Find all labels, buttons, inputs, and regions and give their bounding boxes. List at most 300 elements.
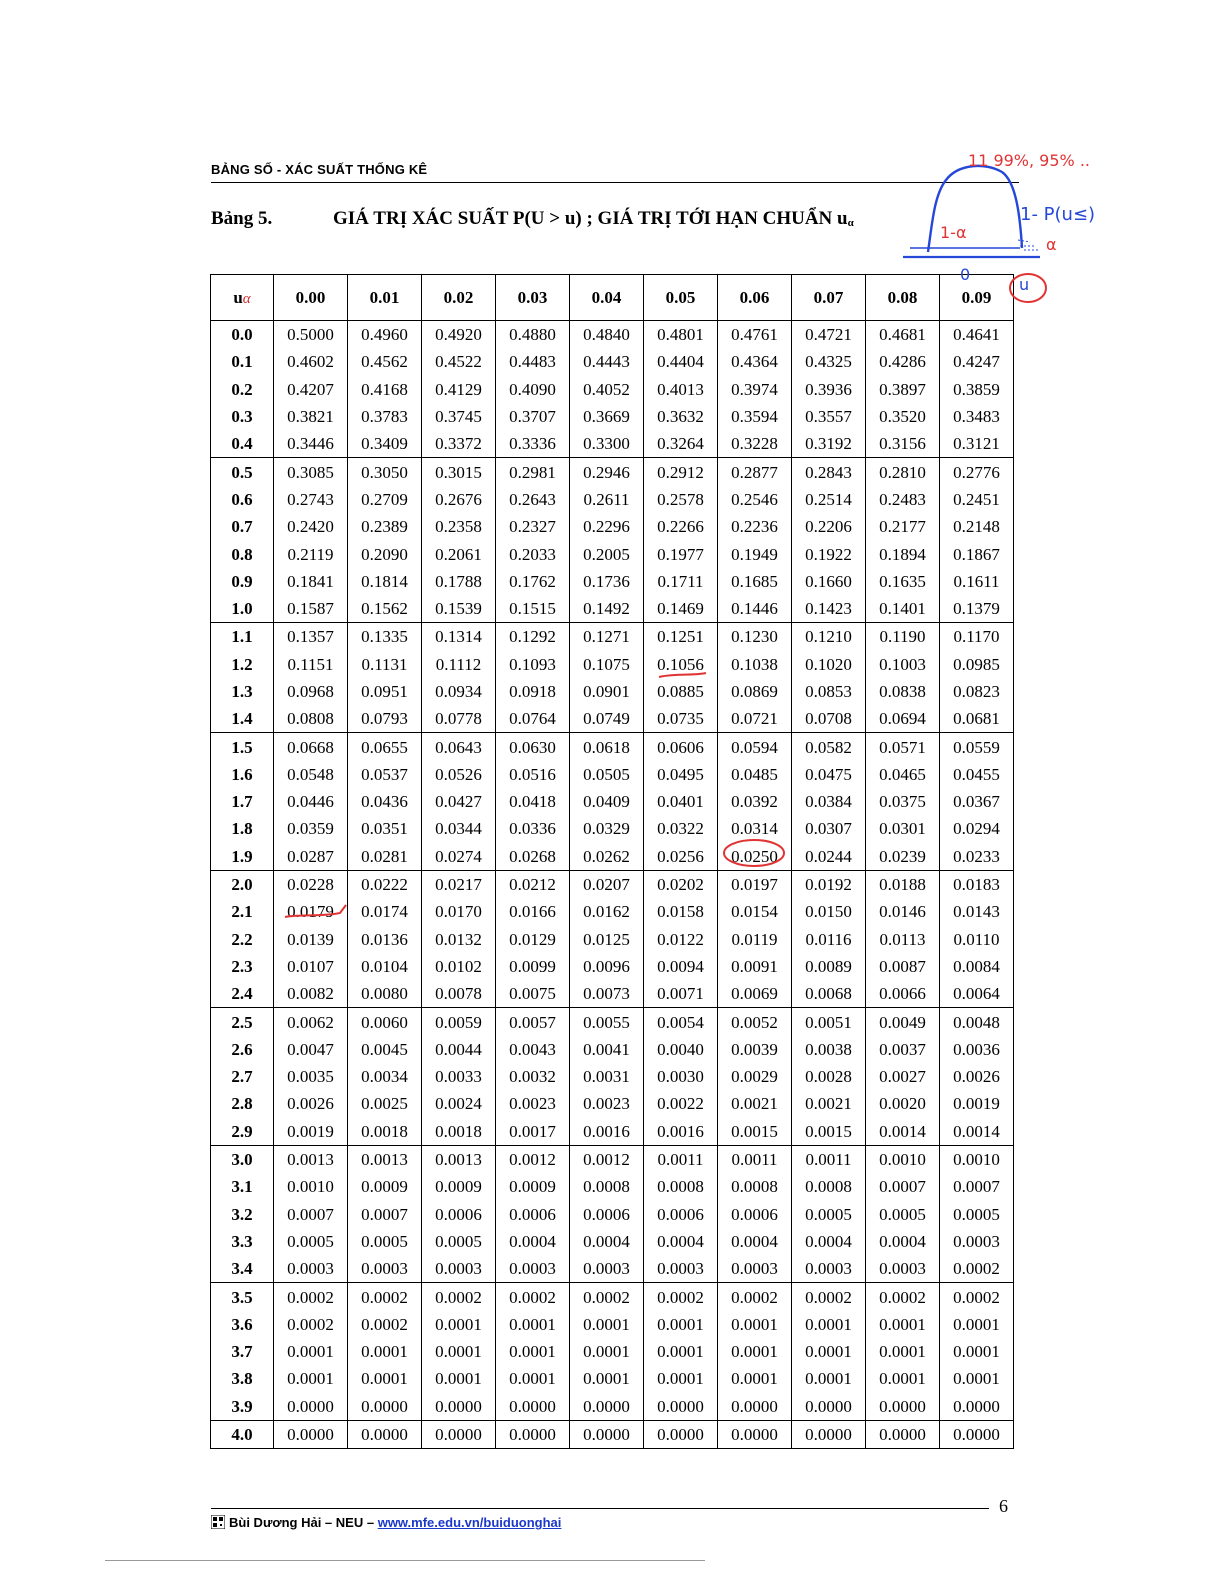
- table-label: Bảng 5.: [211, 208, 273, 229]
- table-cell: 0.0630: [496, 733, 570, 761]
- table-cell: 0.0197: [718, 870, 792, 898]
- table-cell: 0.0000: [422, 1420, 496, 1448]
- table-cell: 0.1230: [718, 623, 792, 651]
- table-cell: 0.1056: [644, 651, 718, 678]
- row-label: 0.8: [211, 540, 274, 567]
- table-cell: 0.0000: [422, 1393, 496, 1421]
- table-cell: 0.1093: [496, 651, 570, 678]
- table-cell: 0.4013: [644, 376, 718, 403]
- table-cell: 0.0001: [792, 1311, 866, 1338]
- table-cell: 0.3483: [940, 403, 1014, 430]
- table-cell: 0.1736: [570, 568, 644, 595]
- table-cell: 0.2266: [644, 513, 718, 540]
- table-cell: 0.0136: [348, 926, 422, 953]
- table-cell: 0.0344: [422, 815, 496, 842]
- table-cell: 0.0001: [792, 1365, 866, 1392]
- table-cell: 0.0011: [718, 1145, 792, 1173]
- table-cell: 0.0002: [422, 1283, 496, 1311]
- row-label: 0.4: [211, 430, 274, 458]
- table-cell: 0.0166: [496, 898, 570, 925]
- table-row: [211, 733, 1014, 761]
- table-cell: 0.0885: [644, 678, 718, 705]
- table-cell: 0.4880: [496, 321, 570, 349]
- table-cell: 0.0202: [644, 870, 718, 898]
- table-cell: 0.0013: [274, 1145, 348, 1173]
- table-cell: 0.0019: [940, 1090, 1014, 1117]
- table-row: [211, 1036, 1014, 1063]
- table-cell: 0.0668: [274, 733, 348, 761]
- table-row: [211, 403, 1014, 430]
- table-cell: 0.0006: [644, 1201, 718, 1228]
- table-row: [211, 430, 1014, 458]
- table-cell: 0.0094: [644, 953, 718, 980]
- table-cell: 0.0057: [496, 1008, 570, 1036]
- table-cell: 0.0000: [940, 1393, 1014, 1421]
- bottom-edge-line: [105, 1560, 705, 1561]
- table-cell: 0.1170: [940, 623, 1014, 651]
- table-cell: 0.0016: [644, 1118, 718, 1146]
- table-cell: 0.1357: [274, 623, 348, 651]
- row-label: 2.8: [211, 1090, 274, 1117]
- table-cell: 0.3156: [866, 430, 940, 458]
- table-cell: 0.0004: [496, 1228, 570, 1255]
- table-cell: 0.1922: [792, 540, 866, 567]
- table-cell: 0.0951: [348, 678, 422, 705]
- table-row: [211, 651, 1014, 678]
- table-cell: 0.0116: [792, 926, 866, 953]
- table-cell: 0.0003: [422, 1255, 496, 1283]
- table-cell: 0.2177: [866, 513, 940, 540]
- table-cell: 0.0004: [792, 1228, 866, 1255]
- table-cell: 0.0025: [348, 1090, 422, 1117]
- table-cell: 0.1251: [644, 623, 718, 651]
- table-cell: 0.0006: [496, 1201, 570, 1228]
- table-cell: 0.3936: [792, 376, 866, 403]
- table-cell: 0.0001: [866, 1311, 940, 1338]
- table-cell: 0.0060: [348, 1008, 422, 1036]
- row-label: 2.1: [211, 898, 274, 925]
- table-cell: 0.0001: [570, 1365, 644, 1392]
- table-header-row: [211, 275, 1014, 321]
- table-cell: 0.0044: [422, 1036, 496, 1063]
- table-cell: 0.0495: [644, 761, 718, 788]
- table-cell: 0.0004: [718, 1228, 792, 1255]
- table-cell: 0.0001: [866, 1338, 940, 1365]
- table-cell: 0.0329: [570, 815, 644, 842]
- table-cell: 0.0681: [940, 705, 1014, 733]
- row-label: 3.6: [211, 1311, 274, 1338]
- table-cell: 0.1292: [496, 623, 570, 651]
- table-cell: 0.0139: [274, 926, 348, 953]
- table-cell: 0.0008: [644, 1173, 718, 1200]
- table-cell: 0.0091: [718, 953, 792, 980]
- table-cell: 0.2119: [274, 540, 348, 567]
- table-cell: 0.0034: [348, 1063, 422, 1090]
- row-label: 1.0: [211, 595, 274, 623]
- table-cell: 0.2546: [718, 486, 792, 513]
- row-label: 0.7: [211, 513, 274, 540]
- table-cell: 0.3085: [274, 458, 348, 486]
- footer-link[interactable]: www.mfe.edu.vn/buiduonghai: [377, 1515, 562, 1530]
- table-cell: 0.3745: [422, 403, 496, 430]
- table-cell: 0.0005: [422, 1228, 496, 1255]
- row-label: 3.4: [211, 1255, 274, 1283]
- table-cell: 0.0005: [348, 1228, 422, 1255]
- row-label: 3.9: [211, 1393, 274, 1421]
- table-cell: 0.2389: [348, 513, 422, 540]
- table-cell: 0.1492: [570, 595, 644, 623]
- table-cell: 0.0018: [422, 1118, 496, 1146]
- table-cell: 0.0708: [792, 705, 866, 733]
- row-label: 3.2: [211, 1201, 274, 1228]
- table-cell: 0.3228: [718, 430, 792, 458]
- table-cell: 0.4641: [940, 321, 1014, 349]
- row-label: 3.7: [211, 1338, 274, 1365]
- table-cell: 0.0392: [718, 788, 792, 815]
- table-cell: 0.0985: [940, 651, 1014, 678]
- table-cell: 0.1469: [644, 595, 718, 623]
- footer: [211, 1515, 561, 1530]
- table-cell: 0.0001: [570, 1311, 644, 1338]
- table-title-subscript: α: [847, 217, 854, 229]
- table-cell: 0.0020: [866, 1090, 940, 1117]
- table-cell: 0.3372: [422, 430, 496, 458]
- table-cell: 0.1635: [866, 568, 940, 595]
- table-cell: 0.0096: [570, 953, 644, 980]
- table-cell: 0.0012: [570, 1145, 644, 1173]
- table-cell: 0.0047: [274, 1036, 348, 1063]
- table-cell: 0.3707: [496, 403, 570, 430]
- table-cell: 0.0274: [422, 843, 496, 871]
- table-cell: 0.4681: [866, 321, 940, 349]
- table-cell: 0.2148: [940, 513, 1014, 540]
- table-cell: 0.0036: [940, 1036, 1014, 1063]
- table-cell: 0.0222: [348, 870, 422, 898]
- column-header: 0.08: [866, 275, 940, 321]
- table-cell: 0.0001: [422, 1311, 496, 1338]
- table-cell: 0.2451: [940, 486, 1014, 513]
- row-label: 2.3: [211, 953, 274, 980]
- table-cell: 0.0000: [496, 1420, 570, 1448]
- table-cell: 0.1131: [348, 651, 422, 678]
- table-cell: 0.4286: [866, 348, 940, 375]
- table-title: [333, 208, 854, 230]
- table-cell: 0.1867: [940, 540, 1014, 567]
- table-cell: 0.0006: [570, 1201, 644, 1228]
- table-row: [211, 788, 1014, 815]
- table-cell: 0.1020: [792, 651, 866, 678]
- table-cell: 0.0516: [496, 761, 570, 788]
- table-cell: 0.0001: [274, 1338, 348, 1365]
- bell-curve-sketch: [928, 166, 1022, 252]
- table-row: [211, 1283, 1014, 1311]
- table-cell: 0.2090: [348, 540, 422, 567]
- table-cell: 0.0022: [644, 1090, 718, 1117]
- table-cell: 0.0023: [496, 1090, 570, 1117]
- table-cell: 0.0000: [570, 1420, 644, 1448]
- table-cell: 0.1711: [644, 568, 718, 595]
- table-cell: 0.0000: [792, 1420, 866, 1448]
- table-cell: 0.0011: [792, 1145, 866, 1173]
- table-cell: 0.0778: [422, 705, 496, 733]
- table-cell: 0.0228: [274, 870, 348, 898]
- table-cell: 0.2643: [496, 486, 570, 513]
- table-cell: 0.3192: [792, 430, 866, 458]
- table-cell: 0.0359: [274, 815, 348, 842]
- table-cell: 0.1685: [718, 568, 792, 595]
- table-cell: 0.2206: [792, 513, 866, 540]
- table-cell: 0.1841: [274, 568, 348, 595]
- table-cell: 0.2877: [718, 458, 792, 486]
- table-cell: 0.0129: [496, 926, 570, 953]
- row-label: 1.4: [211, 705, 274, 733]
- row-label: 0.1: [211, 348, 274, 375]
- table-cell: 0.4840: [570, 321, 644, 349]
- table-cell: 0.0002: [274, 1311, 348, 1338]
- table-cell: 0.0465: [866, 761, 940, 788]
- table-cell: 0.4247: [940, 348, 1014, 375]
- table-cell: 0.0001: [348, 1365, 422, 1392]
- table-row: [211, 843, 1014, 871]
- column-header: 0.06: [718, 275, 792, 321]
- table-cell: 0.1611: [940, 568, 1014, 595]
- table-cell: 0.0012: [496, 1145, 570, 1173]
- row-label: 1.6: [211, 761, 274, 788]
- table-cell: 0.4721: [792, 321, 866, 349]
- table-row: [211, 898, 1014, 925]
- table-cell: 0.0016: [570, 1118, 644, 1146]
- table-cell: 0.0028: [792, 1063, 866, 1090]
- column-header: 0.04: [570, 275, 644, 321]
- table-cell: 0.0029: [718, 1063, 792, 1090]
- table-cell: 0.0026: [940, 1063, 1014, 1090]
- table-cell: 0.4129: [422, 376, 496, 403]
- table-cell: 0.3446: [274, 430, 348, 458]
- table-cell: 0.0014: [866, 1118, 940, 1146]
- table-cell: 0.0089: [792, 953, 866, 980]
- table-cell: 0.1762: [496, 568, 570, 595]
- table-cell: 0.1379: [940, 595, 1014, 623]
- table-row: [211, 926, 1014, 953]
- table-cell: 0.0045: [348, 1036, 422, 1063]
- table-cell: 0.0901: [570, 678, 644, 705]
- table-row: [211, 595, 1014, 623]
- table-row: [211, 678, 1014, 705]
- table-cell: 0.0001: [940, 1338, 1014, 1365]
- table-cell: 0.4207: [274, 376, 348, 403]
- table-cell: 0.0322: [644, 815, 718, 842]
- table-cell: 0.0446: [274, 788, 348, 815]
- table-cell: 0.2327: [496, 513, 570, 540]
- table-cell: 0.0062: [274, 1008, 348, 1036]
- table-row: [211, 376, 1014, 403]
- page-number: 6: [999, 1496, 1008, 1516]
- table-cell: 0.4090: [496, 376, 570, 403]
- table-cell: 0.0078: [422, 980, 496, 1008]
- table-cell: 0.0055: [570, 1008, 644, 1036]
- table-cell: 0.0764: [496, 705, 570, 733]
- table-row: [211, 540, 1014, 567]
- table-cell: 0.3050: [348, 458, 422, 486]
- table-cell: 0.0099: [496, 953, 570, 980]
- table-cell: 0.3897: [866, 376, 940, 403]
- table-cell: 0.2709: [348, 486, 422, 513]
- book-title: BẢNG SỐ - XÁC SUẤT THỐNG KÊ: [211, 162, 428, 177]
- table-cell: 0.0000: [866, 1393, 940, 1421]
- table-cell: 0.0035: [274, 1063, 348, 1090]
- corner-subscript: α: [242, 290, 251, 307]
- zero-mark: 0: [960, 265, 971, 284]
- table-cell: 0.0043: [496, 1036, 570, 1063]
- table-row: [211, 761, 1014, 788]
- column-header: 0.02: [422, 275, 496, 321]
- table-cell: 0.0001: [644, 1365, 718, 1392]
- table-cell: 0.0010: [940, 1145, 1014, 1173]
- table-cell: 0.0132: [422, 926, 496, 953]
- table-cell: 0.0233: [940, 843, 1014, 871]
- table-cell: 0.0001: [348, 1338, 422, 1365]
- table-cell: 0.3974: [718, 376, 792, 403]
- table-cell: 0.0694: [866, 705, 940, 733]
- table-row: [211, 1118, 1014, 1146]
- row-label: 0.0: [211, 321, 274, 349]
- table-cell: 0.1446: [718, 595, 792, 623]
- table-row: [211, 1228, 1014, 1255]
- table-cell: 0.0104: [348, 953, 422, 980]
- table-cell: 0.0968: [274, 678, 348, 705]
- table-cell: 0.0001: [792, 1338, 866, 1365]
- table-cell: 0.0059: [422, 1008, 496, 1036]
- table-cell: 0.4443: [570, 348, 644, 375]
- table-cell: 0.0002: [866, 1283, 940, 1311]
- table-cell: 0.0027: [866, 1063, 940, 1090]
- table-cell: 0.0548: [274, 761, 348, 788]
- table-row: [211, 1311, 1014, 1338]
- table-row: [211, 513, 1014, 540]
- table-cell: 0.2810: [866, 458, 940, 486]
- table-cell: 0.0000: [718, 1393, 792, 1421]
- table-cell: 0.0655: [348, 733, 422, 761]
- table-cell: 0.0000: [274, 1420, 348, 1448]
- table-cell: 0.2676: [422, 486, 496, 513]
- table-cell: 0.0143: [940, 898, 1014, 925]
- table-cell: 0.0212: [496, 870, 570, 898]
- table-row: [211, 486, 1014, 513]
- table-cell: 0.1075: [570, 651, 644, 678]
- table-row: [211, 815, 1014, 842]
- row-label: 2.6: [211, 1036, 274, 1063]
- table-cell: 0.4562: [348, 348, 422, 375]
- row-label: 2.2: [211, 926, 274, 953]
- table-cell: 0.0287: [274, 843, 348, 871]
- table-cell: 0.0008: [718, 1173, 792, 1200]
- table-cell: 0.0075: [496, 980, 570, 1008]
- top-note: 11 99%, 95% ..: [968, 151, 1090, 170]
- table-cell: 0.0021: [718, 1090, 792, 1117]
- table-cell: 0.0010: [866, 1145, 940, 1173]
- table-cell: 0.0001: [718, 1311, 792, 1338]
- table-cell: 0.0154: [718, 898, 792, 925]
- table-cell: 0.0192: [792, 870, 866, 898]
- table-cell: 0.4960: [348, 321, 422, 349]
- table-cell: 0.3859: [940, 376, 1014, 403]
- table-row: [211, 953, 1014, 980]
- table-cell: 0.0002: [940, 1283, 1014, 1311]
- table-cell: 0.3520: [866, 403, 940, 430]
- table-cell: 0.1210: [792, 623, 866, 651]
- table-cell: 0.0002: [644, 1283, 718, 1311]
- table-cell: 0.0002: [496, 1283, 570, 1311]
- table-cell: 0.0000: [348, 1393, 422, 1421]
- table-cell: 0.0485: [718, 761, 792, 788]
- row-label: 0.6: [211, 486, 274, 513]
- table-cell: 0.0001: [644, 1311, 718, 1338]
- table-cell: 0.0162: [570, 898, 644, 925]
- table-cell: 0.0007: [348, 1201, 422, 1228]
- bell-label: 1-α: [940, 223, 967, 242]
- table-row: [211, 1145, 1014, 1173]
- table-cell: 0.3594: [718, 403, 792, 430]
- table-cell: 0.0594: [718, 733, 792, 761]
- table-row: [211, 568, 1014, 595]
- u-mark: u: [1019, 275, 1030, 294]
- table-cell: 0.0183: [940, 870, 1014, 898]
- table-cell: 0.1894: [866, 540, 940, 567]
- table-cell: 0.0294: [940, 815, 1014, 842]
- table-cell: 0.0009: [496, 1173, 570, 1200]
- table-cell: 0.1401: [866, 595, 940, 623]
- table-cell: 0.0005: [792, 1201, 866, 1228]
- table-cell: 0.0000: [496, 1393, 570, 1421]
- table-cell: 0.1539: [422, 595, 496, 623]
- table-cell: 0.1335: [348, 623, 422, 651]
- table-cell: 0.0002: [348, 1311, 422, 1338]
- table-cell: 0.0314: [718, 815, 792, 842]
- table-cell: 0.0001: [496, 1365, 570, 1392]
- table-cell: 0.0007: [274, 1201, 348, 1228]
- table-cell: 0.3336: [496, 430, 570, 458]
- table-cell: 0.0007: [940, 1173, 1014, 1200]
- table-cell: 0.0869: [718, 678, 792, 705]
- table-cell: 0.1038: [718, 651, 792, 678]
- table-cell: 0.0001: [422, 1365, 496, 1392]
- table-cell: 0.0158: [644, 898, 718, 925]
- table-cell: 0.0749: [570, 705, 644, 733]
- table-cell: 0.2743: [274, 486, 348, 513]
- table-cell: 0.1977: [644, 540, 718, 567]
- table-cell: 0.0021: [792, 1090, 866, 1117]
- table-cell: 0.0054: [644, 1008, 718, 1036]
- table-cell: 0.0024: [422, 1090, 496, 1117]
- table-cell: 0.0735: [644, 705, 718, 733]
- row-label: 0.9: [211, 568, 274, 595]
- table-row: [211, 980, 1014, 1008]
- table-cell: 0.0262: [570, 843, 644, 871]
- table-cell: 0.0401: [644, 788, 718, 815]
- table-cell: 0.5000: [274, 321, 348, 349]
- table-cell: 0.0268: [496, 843, 570, 871]
- table-cell: 0.4325: [792, 348, 866, 375]
- table-cell: 0.0113: [866, 926, 940, 953]
- table-cell: 0.0001: [496, 1338, 570, 1365]
- table-row: [211, 1393, 1014, 1421]
- table-cell: 0.0004: [866, 1228, 940, 1255]
- table-cell: 0.0505: [570, 761, 644, 788]
- table-row: [211, 321, 1014, 349]
- table-cell: 0.0367: [940, 788, 1014, 815]
- table-cell: 0.0853: [792, 678, 866, 705]
- table-cell: 0.0001: [496, 1311, 570, 1338]
